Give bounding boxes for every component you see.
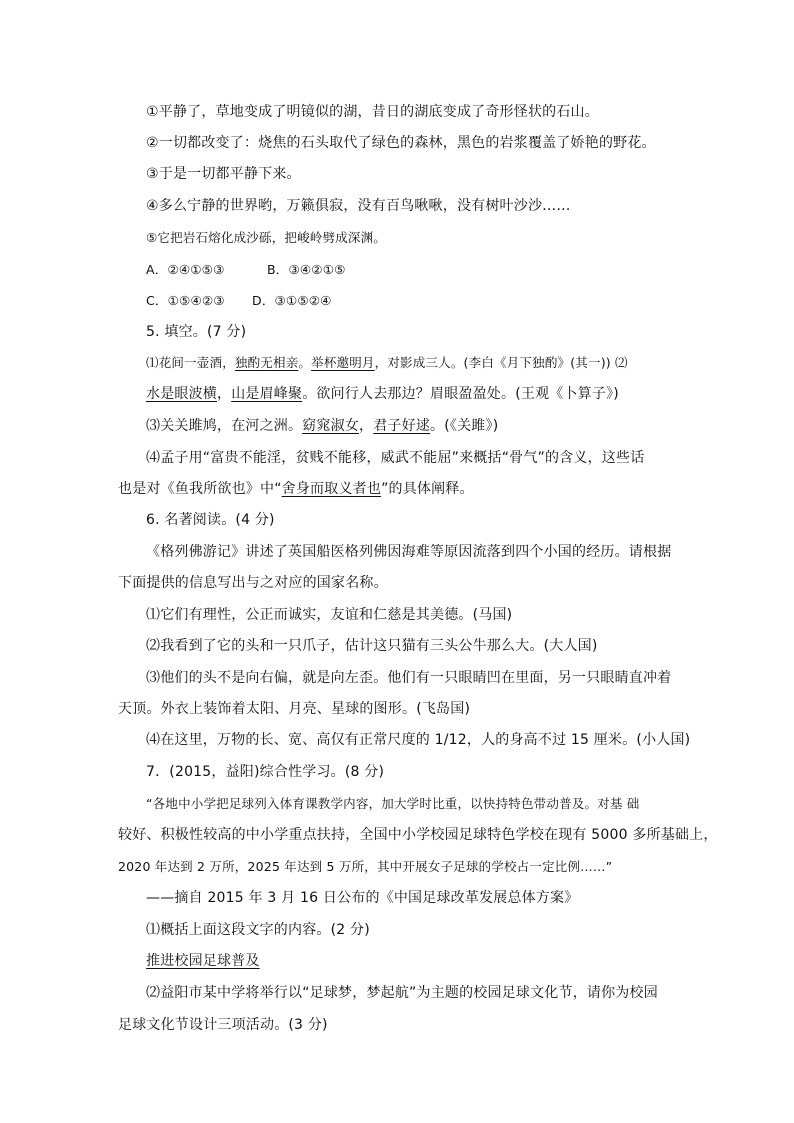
q7-source: ——摘自 2015 年 3 月 16 日公布的《中国足球改革发展总体方案》 <box>146 890 579 906</box>
option-3: ③于是一切都平静下来。 <box>146 166 301 182</box>
answer-blank: 君子好逑 <box>373 418 431 434</box>
q5-line-3: ⑶关关雎鸠，在河之洲。窈窕淑女，君子好逑。(《关雎》) <box>146 418 499 434</box>
q5-line-1: ⑴花间一壶酒，独酌无相亲。举杯邀明月，对影成三人。(李白《月下独酌》(其一)) ⑵ <box>146 355 628 370</box>
q5-line-2: 水是眼波横，山是眉峰聚。欲问行人去那边？眉眼盈盈处。(王观《卜算子》) <box>146 386 619 402</box>
answer-blank: 水是眼波横 <box>146 386 217 402</box>
question-6-heading: 6. 名著阅读。(4 分) <box>146 512 275 528</box>
q6-item-3-line-2: 天顶。外衣上装饰着太阳、月亮、星球的图形。(飞岛国) <box>118 701 471 717</box>
q6-intro-line-2: 下面提供的信息写出与之对应的国家名称。 <box>118 575 388 591</box>
choice-c: C．①⑤④②③ <box>146 293 225 308</box>
question-5-heading: 5. 填空。(7 分) <box>146 324 247 340</box>
q5-line-5: 也是对《鱼我所欲也》中“舍身而取义者也”的具体阐释。 <box>118 481 474 497</box>
question-7-heading: 7．(2015，益阳)综合性学习。(8 分) <box>146 764 385 780</box>
answer-blank: 山是眉峰聚 <box>231 386 303 402</box>
q7-quote-line-1: “各地中小学把足球列入体育课教学内容，加大学时比重，以快持特色带动普及。对基 础 <box>146 796 640 811</box>
q7-sub-question-2-line-1: ⑵益阳市某中学将举行以“足球梦，梦起航”为主题的校园足球文化节，请你为校园 <box>146 985 658 1001</box>
option-1: ①平静了，草地变成了明镜似的湖，昔日的湖底变成了奇形怪状的石山。 <box>146 104 599 120</box>
option-2: ②一切都改变了：烧焦的石头取代了绿色的森林，黑色的岩浆覆盖了娇艳的野花。 <box>146 135 656 151</box>
choice-b: B．③④②①⑤ <box>267 262 346 277</box>
q7-sub-question-2-line-2: 足球文化节设计三项活动。(3 分) <box>118 1017 328 1033</box>
choice-a: A．②④①⑤③ <box>146 262 225 277</box>
option-5: ⑤它把岩石熔化成沙砾，把峻岭劈成深渊。 <box>146 230 387 245</box>
q6-item-4: ⑷在这里，万物的长、宽、高仅有正常尺度的 1/12，人的身高不过 15 厘米。(小人国) <box>146 732 691 748</box>
option-4: ④多么宁静的世界哟，万籁俱寂，没有百鸟啾啾，没有树叶沙沙…… <box>146 198 571 214</box>
answer-blank: 窈窕淑女 <box>302 418 360 434</box>
q5-line-4: ⑷孟子用“富贵不能淫，贫贱不能移，威武不能屈”来概括“骨气”的含义，这些话 <box>146 450 645 466</box>
choice-d: D．③①⑤②④ <box>252 293 332 308</box>
q7-answer-1: 推进校园足球普及 <box>146 953 260 969</box>
q6-item-3-line-1: ⑶他们的头不是向右偏，就是向左歪。他们有一只眼睛凹在里面，另一只眼睛直冲着 <box>146 670 672 686</box>
q6-intro-line-1: 《格列佛游记》讲述了英国船医格列佛因海难等原因流落到四个小国的经历。请根据 <box>146 544 672 560</box>
q7-quote-line-2: 较好、积极性较高的中小学重点扶持，全国中小学校园足球特色学校在现有 5000 多所基础上， <box>118 827 718 843</box>
q6-item-1: ⑴它们有理性，公正而诚实，友谊和仁慈是其美德。(马国) <box>146 607 513 623</box>
q6-item-2: ⑵我看到了它的头和一只爪子，估计这只猫有三头公牛那么大。(大人国) <box>146 638 598 654</box>
answer-blank: 舍身而取义者也 <box>281 481 382 497</box>
q7-sub-question-1: ⑴概括上面这段文字的内容。(2 分) <box>146 922 370 938</box>
answer-blank: 举杯邀明月 <box>311 355 375 370</box>
q7-quote-line-3: 2020 年达到 2 万所，2025 年达到 5 万所，其中开展女子足球的学校占一定比例……” <box>118 859 613 874</box>
answer-blank: 独酌无相亲 <box>234 355 299 370</box>
